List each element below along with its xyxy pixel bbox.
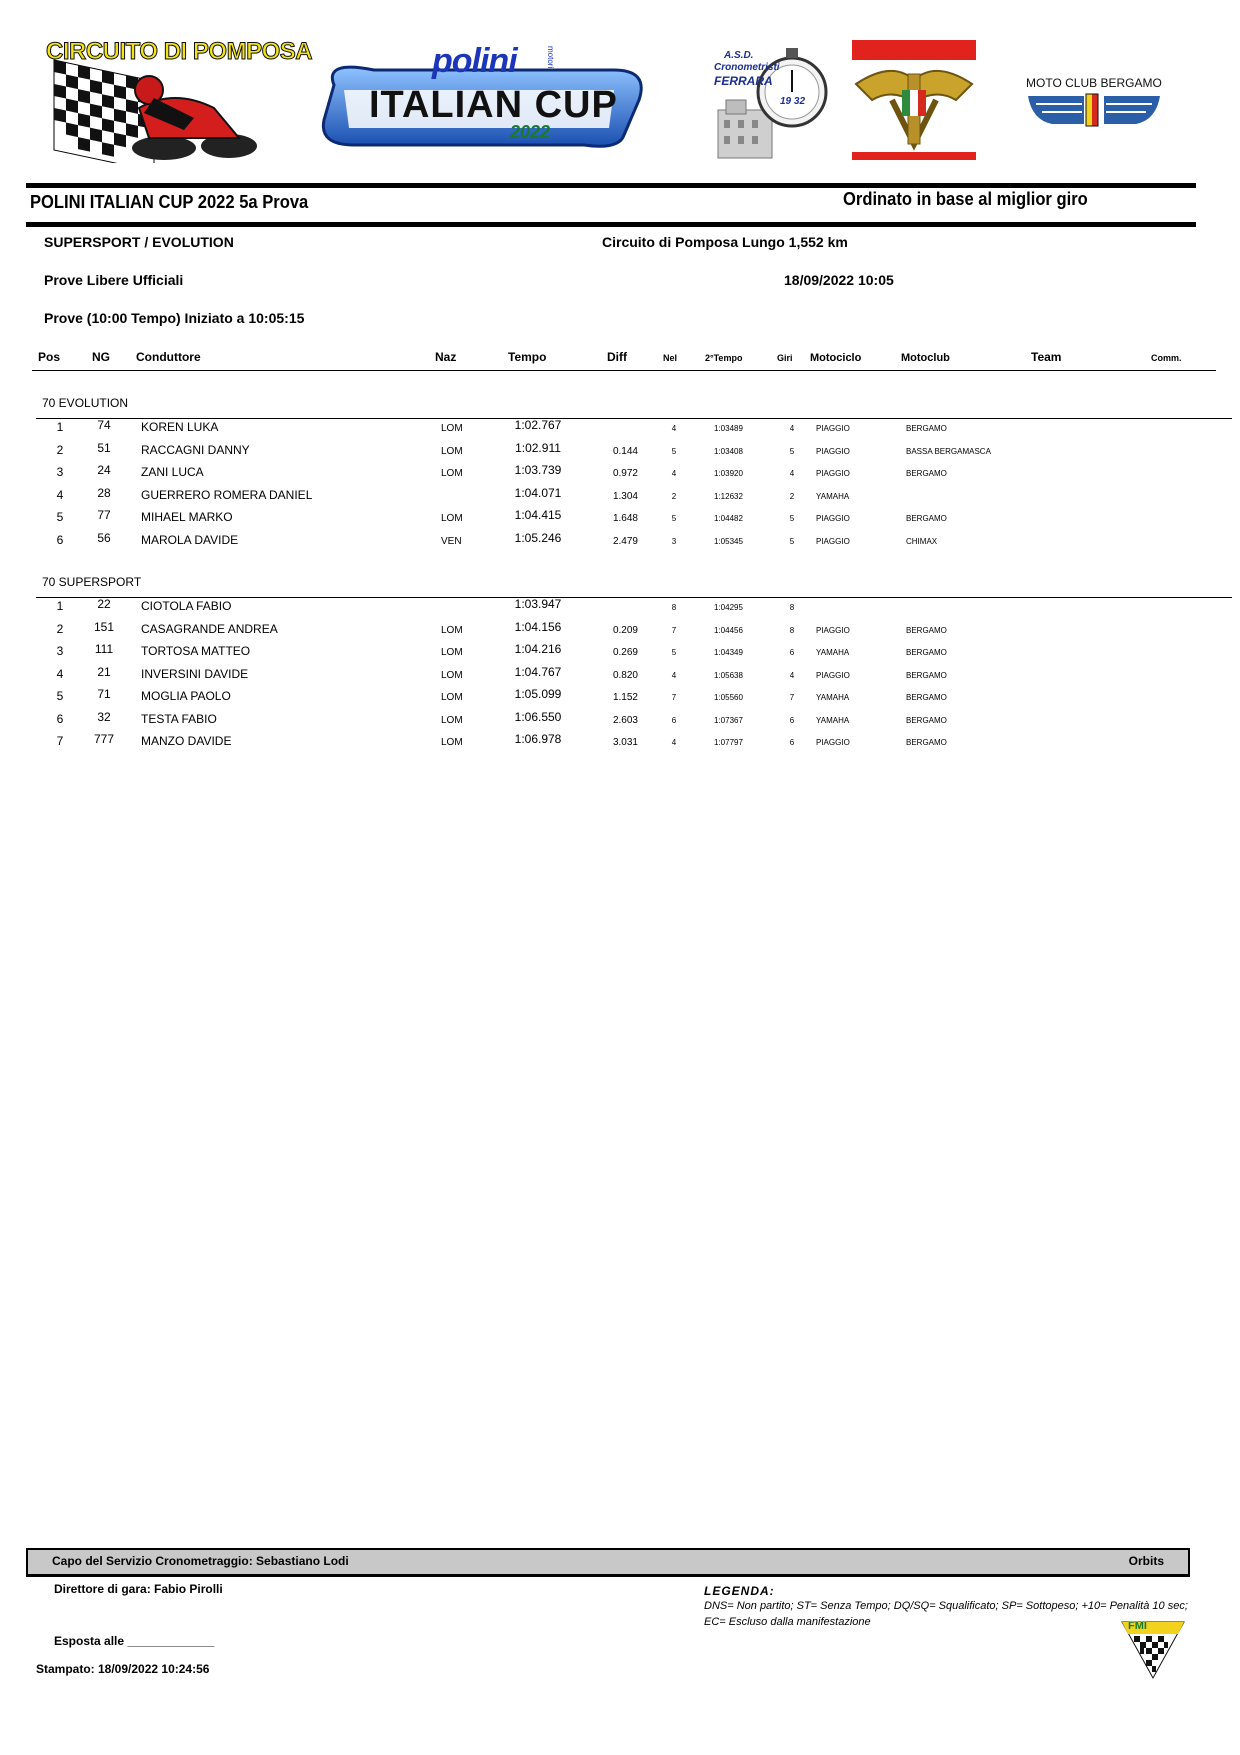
- cell-nel: 7: [671, 693, 677, 702]
- cell-diff: 1.304: [612, 490, 638, 502]
- table-row: [0, 599, 1240, 622]
- cell-tempo2: 1:05560: [714, 693, 743, 702]
- col-club: Motoclub: [901, 352, 950, 364]
- cell-nel: 7: [671, 625, 677, 635]
- cell-diff: 0.269: [612, 647, 638, 658]
- italian-cup-text: ITALIAN CUP: [369, 84, 618, 126]
- cell-driver: MIHAEL MARKO: [141, 510, 233, 524]
- cell-tempo: 1:03.739: [514, 463, 562, 477]
- cell-ng: 21: [97, 664, 111, 679]
- legend-text: DNS= Non partito; ST= Senza Tempo; DQ/SQ= Squalificato; SP= Sottopeso; +10= Penalità 10 sec; EC= Escluso dalla manifestazione: [704, 1600, 1188, 1628]
- moto-club-bergamo-logo: [1022, 76, 1166, 132]
- cell-tempo2: 1:07797: [714, 738, 743, 747]
- cell-tempo: 1:02.767: [514, 418, 562, 432]
- cell-driver: MANZO DAVIDE: [141, 734, 232, 748]
- cell-naz: LOM: [441, 692, 463, 703]
- cell-tempo: 1:04.071: [514, 485, 562, 500]
- sort-note: Ordinato in base al miglior giro: [843, 189, 1088, 209]
- cell-diff: 0.209: [612, 624, 638, 636]
- cell-pos: 5: [56, 689, 64, 703]
- cell-tempo: 1:03.947: [514, 597, 562, 611]
- cell-giri: 5: [789, 536, 795, 546]
- polini-year-text: 2022: [510, 122, 551, 142]
- cell-naz: LOM: [441, 513, 463, 524]
- race-director: Direttore di gara: Fabio Pirolli: [54, 1582, 223, 1596]
- ferrara-year: 19 32: [780, 96, 806, 107]
- cell-club: BERGAMO: [906, 424, 947, 433]
- cell-ng: 111: [94, 642, 114, 656]
- table-row: [0, 465, 1240, 488]
- cell-driver: INVERSINI DAVIDE: [141, 666, 249, 681]
- cell-driver: MOGLIA PAOLO: [141, 689, 231, 703]
- cell-naz: LOM: [441, 624, 463, 636]
- cell-ng: 56: [97, 530, 111, 545]
- section-divider: [36, 597, 1232, 598]
- cell-naz: LOM: [441, 445, 463, 457]
- cell-nel: 4: [671, 469, 677, 478]
- cell-ng: 24: [97, 463, 111, 477]
- cell-naz: LOM: [441, 714, 463, 726]
- cell-diff: 3.031: [612, 737, 638, 748]
- cell-tempo: 1:06.978: [514, 732, 562, 746]
- page-title: POLINI ITALIAN CUP 2022 5a Prova: [30, 192, 309, 212]
- cell-moto: PIAGGIO: [816, 625, 850, 635]
- cell-nel: 3: [671, 536, 677, 546]
- col-team: Team: [1031, 350, 1062, 364]
- cell-giri: 7: [789, 693, 795, 702]
- cell-giri: 8: [789, 625, 795, 635]
- cell-ng: 151: [93, 619, 115, 634]
- cell-club: BERGAMO: [906, 693, 947, 702]
- table-row: [0, 420, 1240, 443]
- cell-ng: 51: [97, 440, 111, 455]
- cell-naz: LOM: [441, 423, 463, 434]
- col-ng: NG: [92, 350, 110, 364]
- cell-naz: LOM: [441, 647, 463, 658]
- cell-club: BERGAMO: [906, 715, 947, 725]
- legend-title: LEGENDA:: [704, 1584, 775, 1598]
- cell-tempo: 1:04.216: [514, 642, 562, 656]
- cell-club: CHIMAX: [906, 536, 938, 546]
- ferrara-line1: A.S.D.: [724, 50, 754, 61]
- cell-tempo2: 1:03920: [714, 469, 743, 478]
- cell-driver: TESTA FABIO: [141, 711, 217, 726]
- cell-tempo2: 1:04482: [714, 514, 743, 523]
- table-row: [0, 734, 1240, 757]
- cell-diff: 0.820: [612, 669, 638, 681]
- table-row: [0, 644, 1240, 667]
- cell-driver: CASAGRANDE ANDREA: [141, 621, 278, 636]
- header-rule-top: [26, 183, 1196, 188]
- cell-naz: LOM: [441, 468, 463, 479]
- cell-pos: 3: [56, 465, 64, 479]
- cell-ng: 777: [93, 732, 115, 746]
- fmi-small-text: FMI: [1128, 1620, 1147, 1632]
- cell-club: BERGAMO: [906, 738, 947, 747]
- cell-naz: VEN: [441, 535, 462, 547]
- session-datetime: 18/09/2022 10:05: [784, 272, 894, 288]
- cell-giri: 5: [789, 446, 795, 456]
- cell-driver: MAROLA DAVIDE: [141, 532, 239, 547]
- cell-giri: 5: [789, 514, 795, 523]
- cell-tempo2: 1:07367: [714, 715, 743, 725]
- table-header-divider: [32, 370, 1216, 371]
- section-divider: [36, 418, 1232, 419]
- cell-nel: 4: [671, 424, 677, 433]
- cell-diff: 1.152: [612, 692, 638, 703]
- cell-tempo2: 1:12632: [714, 491, 743, 501]
- cell-giri: 6: [789, 738, 795, 747]
- exposed-at: Esposta alle _____________: [54, 1634, 215, 1648]
- cell-tempo: 1:06.550: [514, 709, 562, 724]
- header-rule-bottom: [26, 222, 1196, 227]
- cell-pos: 1: [56, 420, 64, 434]
- table-row: [0, 440, 1240, 466]
- col-driver: Conduttore: [136, 350, 201, 364]
- cell-driver: RACCAGNI DANNY: [141, 442, 250, 457]
- cell-tempo2: 1:04456: [714, 625, 743, 635]
- cell-ng: 22: [97, 597, 111, 611]
- cell-nel: 4: [671, 738, 677, 747]
- col-giri: Giri: [777, 353, 793, 363]
- polini-sub-text: motori: [546, 46, 555, 69]
- cell-ng: 77: [97, 508, 111, 522]
- cell-driver: KOREN LUKA: [141, 420, 219, 434]
- cell-tempo: 1:05.246: [514, 530, 562, 545]
- cell-driver: TORTOSA MATTEO: [141, 644, 251, 658]
- cell-tempo: 1:04.156: [514, 619, 562, 634]
- cell-nel: 5: [671, 514, 677, 523]
- table-row: [0, 530, 1240, 556]
- cell-tempo2: 1:04295: [714, 603, 743, 612]
- cell-moto: YAMAHA: [816, 715, 850, 725]
- cell-nel: 6: [671, 715, 677, 725]
- cell-moto: PIAGGIO: [816, 446, 850, 456]
- cell-ng: 32: [97, 709, 111, 724]
- cell-tempo: 1:05.099: [514, 687, 562, 701]
- col-pos: Pos: [38, 350, 61, 364]
- cell-diff: 2.603: [612, 714, 638, 726]
- cell-diff: 2.479: [612, 535, 638, 547]
- footer-bar: [26, 1548, 1190, 1577]
- cell-nel: 5: [671, 648, 677, 657]
- category-label: SUPERSPORT / EVOLUTION: [44, 234, 234, 250]
- cell-ng: 74: [97, 418, 111, 432]
- cell-giri: 6: [789, 648, 795, 657]
- cell-nel: 5: [671, 446, 677, 456]
- cell-diff: 1.648: [612, 513, 638, 524]
- cell-moto: YAMAHA: [816, 648, 850, 657]
- polini-italian-cup-logo: [314, 40, 654, 150]
- section-heading: 70 SUPERSPORT: [42, 575, 142, 589]
- cell-pos: 4: [56, 487, 64, 502]
- cell-nel: 4: [671, 670, 677, 680]
- cell-pos: 7: [56, 734, 64, 748]
- cell-tempo2: 1:04349: [714, 648, 743, 657]
- table-row: [0, 664, 1240, 690]
- printed-at: Stampato: 18/09/2022 10:24:56: [36, 1662, 210, 1676]
- col-comm: Comm.: [1151, 353, 1182, 363]
- cell-club: BASSA BERGAMASCA: [906, 446, 991, 456]
- col-tempo2: 2°Tempo: [705, 353, 743, 363]
- cell-club: BERGAMO: [906, 469, 947, 478]
- cell-naz: LOM: [441, 669, 463, 681]
- cell-tempo2: 1:05345: [714, 536, 743, 546]
- cell-driver: ZANI LUCA: [141, 465, 204, 479]
- cell-moto: PIAGGIO: [816, 424, 850, 433]
- col-nel: Nel: [663, 353, 678, 363]
- pomposa-logo-text: CIRCUITO DI POMPOSA: [46, 38, 313, 65]
- cell-driver: CIOTOLA FABIO: [141, 599, 232, 613]
- cell-moto: YAMAHA: [816, 491, 850, 501]
- cell-ng: 71: [97, 687, 111, 701]
- col-diff: Diff: [607, 350, 627, 364]
- cell-pos: 6: [56, 532, 64, 547]
- cell-moto: YAMAHA: [816, 693, 850, 702]
- cell-moto: PIAGGIO: [816, 536, 850, 546]
- timing-software: Orbits: [1128, 1554, 1164, 1568]
- cell-diff: 0.144: [612, 445, 638, 457]
- cell-driver: GUERRERO ROMERA DANIEL: [141, 487, 313, 502]
- cell-pos: 1: [56, 599, 64, 613]
- ferrara-line3: FERRARA: [714, 74, 773, 88]
- cell-tempo: 1:02.911: [515, 440, 561, 455]
- cell-club: BERGAMO: [906, 625, 947, 635]
- cell-pos: 6: [56, 711, 64, 726]
- cell-tempo2: 1:03489: [714, 424, 743, 433]
- cell-moto: PIAGGIO: [816, 670, 850, 680]
- cell-giri: 8: [789, 603, 795, 612]
- table-row: [0, 689, 1240, 712]
- ferrara-line2: Cronometristi: [714, 62, 780, 73]
- cell-giri: 4: [789, 424, 795, 433]
- cell-pos: 3: [56, 644, 64, 658]
- cell-pos: 2: [56, 442, 64, 457]
- cell-pos: 2: [56, 621, 64, 636]
- cell-pos: 4: [56, 666, 64, 681]
- table-row: [0, 485, 1240, 511]
- table-row: [0, 709, 1240, 735]
- table-row: [0, 510, 1240, 533]
- cell-ng: 28: [97, 485, 111, 500]
- circuit-label: Circuito di Pomposa Lungo 1,552 km: [602, 234, 848, 250]
- cell-nel: 2: [671, 491, 677, 501]
- session-start-info: Prove (10:00 Tempo) Iniziato a 10:05:15: [44, 310, 305, 326]
- cell-giri: 4: [789, 469, 795, 478]
- col-moto: Motociclo: [810, 352, 862, 364]
- cell-tempo2: 1:05638: [714, 670, 743, 680]
- cell-tempo: 1:04.415: [514, 508, 562, 522]
- table-row: [0, 619, 1240, 645]
- circuito-pomposa-logo: [44, 38, 313, 163]
- cell-giri: 4: [789, 670, 795, 680]
- cell-nel: 8: [671, 603, 677, 612]
- cell-club: BERGAMO: [906, 514, 947, 523]
- cell-tempo2: 1:03408: [714, 446, 743, 456]
- fmi-small-logo: [1120, 1618, 1186, 1680]
- cell-naz: LOM: [441, 737, 463, 748]
- cell-moto: PIAGGIO: [816, 738, 850, 747]
- timing-chief: Capo del Servizio Cronometraggio: Sebastiano Lodi: [52, 1554, 349, 1568]
- cell-club: BERGAMO: [906, 670, 947, 680]
- cell-giri: 6: [789, 715, 795, 725]
- col-naz: Naz: [435, 350, 457, 364]
- cell-diff: 0.972: [612, 468, 638, 479]
- col-tempo: Tempo: [508, 350, 547, 364]
- cell-moto: PIAGGIO: [816, 514, 850, 523]
- moto-club-bergamo-text: MOTO CLUB BERGAMO: [1026, 76, 1162, 90]
- cell-tempo: 1:04.767: [514, 664, 562, 679]
- section-heading: 70 EVOLUTION: [42, 396, 129, 410]
- fmi-federation-logo: [852, 40, 976, 160]
- polini-brand-text: polini: [432, 42, 517, 80]
- cell-giri: 2: [789, 491, 795, 501]
- cell-moto: PIAGGIO: [816, 469, 850, 478]
- cell-club: BERGAMO: [906, 648, 947, 657]
- cell-pos: 5: [56, 510, 64, 524]
- session-label: Prove Libere Ufficiali: [44, 272, 184, 288]
- cronometristi-ferrara-logo: [712, 44, 830, 162]
